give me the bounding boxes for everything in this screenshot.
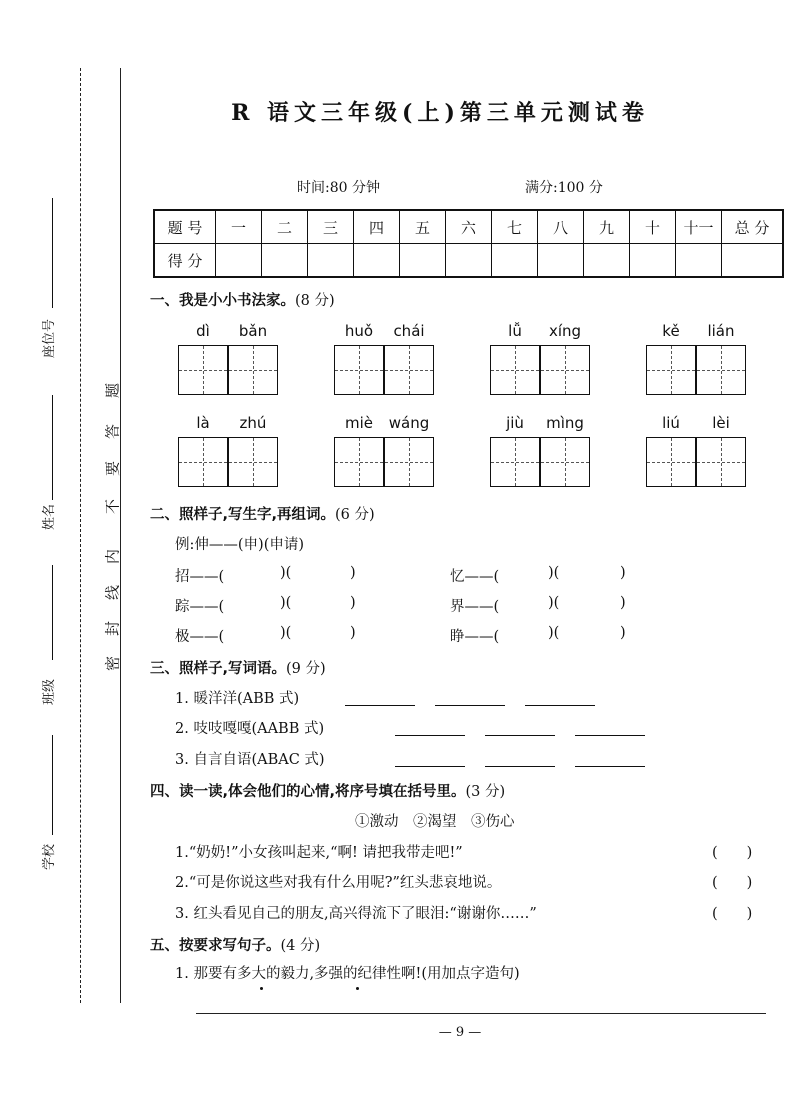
writing-box[interactable] <box>178 437 228 487</box>
pinyin: dì <box>196 322 210 340</box>
section-4-heading: 四、读一读,体会他们的心情,将序号填在括号里。 <box>150 784 466 800</box>
word-item: 2. 吱吱嘎嘎(AABB 式) <box>175 721 325 737</box>
score-cell[interactable] <box>492 244 538 278</box>
table-cell: 五 <box>400 210 446 244</box>
pinyin: jiù <box>506 414 524 432</box>
warning-char: 密 <box>103 656 122 672</box>
table-cell: 三 <box>308 210 354 244</box>
paren-close: ) <box>620 595 626 611</box>
score-cell[interactable] <box>262 244 308 278</box>
writing-box[interactable] <box>334 437 384 487</box>
section-3-heading: 三、照样子,写词语。 <box>150 661 287 677</box>
answer-blank[interactable] <box>525 705 595 706</box>
writing-box[interactable] <box>490 345 540 395</box>
score-table <box>153 209 784 278</box>
section-5-title <box>150 934 320 955</box>
pinyin: wáng <box>388 414 430 432</box>
warning-char: 答 <box>103 424 122 440</box>
paren-mid: )( <box>280 625 292 641</box>
writing-box[interactable] <box>228 437 278 487</box>
section-5-points: (4 分) <box>280 938 321 954</box>
emphasis-dot <box>356 987 359 990</box>
binding-solid-line <box>120 68 121 1003</box>
writing-box[interactable] <box>178 345 228 395</box>
paren-mid: )( <box>280 595 292 611</box>
table-cell: 六 <box>446 210 492 244</box>
pinyin: chái <box>393 322 425 340</box>
paren-mid: )( <box>548 625 560 641</box>
answer-blank[interactable] <box>575 766 645 767</box>
table-cell: 十一 <box>676 210 722 244</box>
char-prompt: 忆——( <box>450 569 500 585</box>
warning-char: 封 <box>103 621 122 637</box>
char-prompt: 睁——( <box>450 629 500 645</box>
paren-mid: )( <box>548 595 560 611</box>
answer-blank[interactable] <box>395 735 465 736</box>
table-cell: 总 分 <box>722 210 784 244</box>
answer-blank[interactable] <box>435 705 505 706</box>
pinyin: zhú <box>239 414 267 432</box>
answer-paren[interactable]: ( ) <box>712 845 753 861</box>
score-cell[interactable] <box>354 244 400 278</box>
table-cell: 二 <box>262 210 308 244</box>
writing-box[interactable] <box>490 437 540 487</box>
score-cell[interactable] <box>308 244 354 278</box>
section-1-heading: 一、我是小小书法家。 <box>150 293 295 309</box>
seat-underline <box>52 198 53 308</box>
table-cell: 题 号 <box>154 210 216 244</box>
section-4-points: (3 分) <box>465 784 506 800</box>
section-4-title <box>150 780 505 801</box>
writing-box[interactable] <box>646 437 696 487</box>
char-prompt: 踪——( <box>175 599 225 615</box>
score-cell[interactable] <box>446 244 492 278</box>
answer-blank[interactable] <box>485 735 555 736</box>
paren-close: ) <box>350 565 356 581</box>
name-underline <box>52 395 53 500</box>
pinyin: huǒ <box>344 322 374 340</box>
seat-label: 座位号 <box>42 318 57 358</box>
answer-blank[interactable] <box>345 705 415 706</box>
score-table-score-row <box>154 244 783 278</box>
school-label: 学校 <box>42 843 57 870</box>
table-cell: 七 <box>492 210 538 244</box>
writing-box[interactable] <box>646 345 696 395</box>
class-underline <box>52 565 53 660</box>
score-cell[interactable] <box>216 244 262 278</box>
page-number: — 9 — <box>438 1025 482 1040</box>
warning-char: 内 <box>103 549 122 565</box>
writing-box[interactable] <box>384 437 434 487</box>
full-score: 满分:100 分 <box>525 180 603 196</box>
writing-box[interactable] <box>696 345 746 395</box>
writing-box[interactable] <box>540 345 590 395</box>
score-cell[interactable] <box>676 244 722 278</box>
section-2-title <box>150 503 375 524</box>
section-1-title <box>150 289 335 310</box>
paren-mid: )( <box>548 565 560 581</box>
pinyin: lián <box>707 322 735 340</box>
sentence-item: 1. 那要有多大的毅力,多强的纪律性啊!(用加点字造句) <box>175 966 520 982</box>
table-cell: 四 <box>354 210 400 244</box>
pinyin: lèi <box>712 414 730 432</box>
score-cell[interactable] <box>584 244 630 278</box>
char-prompt: 极——( <box>175 629 225 645</box>
warning-char: 要 <box>103 461 122 477</box>
name-label: 姓名 <box>42 503 57 530</box>
answer-blank[interactable] <box>575 735 645 736</box>
score-table-header-row <box>154 210 783 244</box>
answer-blank[interactable] <box>485 766 555 767</box>
warning-char: 题 <box>103 383 122 399</box>
school-underline <box>52 735 53 835</box>
section-2-points: (6 分) <box>335 507 375 523</box>
section-1-points: (8 分) <box>295 293 335 309</box>
paren-mid: )( <box>280 565 292 581</box>
score-cell[interactable] <box>722 244 784 278</box>
paren-close: ) <box>350 625 356 641</box>
pinyin: kě <box>662 322 680 340</box>
pinyin: bǎn <box>238 322 268 340</box>
paren-close: ) <box>350 595 356 611</box>
score-cell[interactable] <box>538 244 584 278</box>
word-item: 1. 暖洋洋(ABB 式) <box>175 691 300 707</box>
binding-dashed-line <box>80 68 81 1003</box>
section-3-points: (9 分) <box>286 661 326 677</box>
example-line: 例:伸——(申)(申请) <box>175 537 305 553</box>
emphasis-dot <box>260 987 263 990</box>
pinyin: mìng <box>546 414 584 432</box>
paren-close: ) <box>620 625 626 641</box>
reading-item: 2.“可是你说这些对我有什么用呢?”红头悲哀地说。 <box>175 875 502 891</box>
table-cell: 十 <box>630 210 676 244</box>
answer-paren[interactable]: ( ) <box>712 875 753 891</box>
mood-options: ①激动 ②渴望 ③伤心 <box>355 814 515 830</box>
section-5-heading: 五、按要求写句子。 <box>150 938 281 954</box>
class-label: 班级 <box>42 678 57 705</box>
footer-rule <box>196 1013 766 1014</box>
writing-box[interactable] <box>384 345 434 395</box>
score-cell[interactable] <box>630 244 676 278</box>
pinyin: xíng <box>548 322 582 340</box>
table-cell: 八 <box>538 210 584 244</box>
warning-char: 不 <box>103 499 122 515</box>
pinyin: liú <box>662 414 680 432</box>
reading-item: 1.“奶奶!”小女孩叫起来,“啊! 请把我带走吧!” <box>175 845 463 861</box>
warning-char: 线 <box>103 585 122 601</box>
reading-item: 3. 红头看见自己的朋友,高兴得流下了眼泪:“谢谢你……” <box>175 906 537 922</box>
pinyin: lǚ <box>508 322 522 340</box>
table-cell: 九 <box>584 210 630 244</box>
writing-box[interactable] <box>696 437 746 487</box>
section-2-heading: 二、照样子,写生字,再组词。 <box>150 507 336 523</box>
writing-box[interactable] <box>540 437 590 487</box>
pinyin: miè <box>344 414 373 432</box>
table-cell: 得 分 <box>154 244 216 278</box>
page-title: R 语文三年级(上)第三单元测试卷 <box>231 100 649 126</box>
char-prompt: 招——( <box>175 569 225 585</box>
writing-box[interactable] <box>228 345 278 395</box>
score-cell[interactable] <box>400 244 446 278</box>
pinyin: là <box>196 414 210 432</box>
writing-box[interactable] <box>334 345 384 395</box>
answer-blank[interactable] <box>395 766 465 767</box>
paren-close: ) <box>620 565 626 581</box>
answer-paren[interactable]: ( ) <box>712 906 753 922</box>
char-prompt: 界——( <box>450 599 500 615</box>
table-cell: 一 <box>216 210 262 244</box>
word-item: 3. 自言自语(ABAC 式) <box>175 752 325 768</box>
section-3-title <box>150 657 326 678</box>
exam-time: 时间:80 分钟 <box>297 180 380 196</box>
